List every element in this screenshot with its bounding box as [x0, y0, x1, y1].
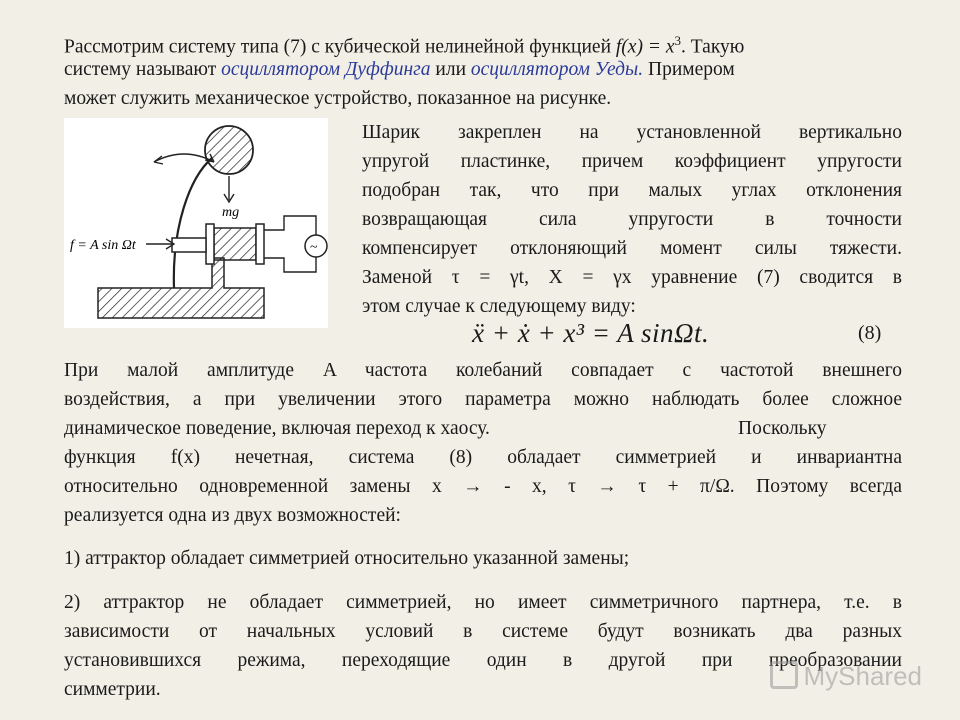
function-expr: f(x) = x [615, 36, 675, 58]
logo-icon [770, 661, 798, 689]
elastic-plate [174, 158, 212, 288]
mg-label: mg [222, 205, 240, 220]
intro-text-end: . Такую [681, 36, 745, 58]
para2-line-1: При малой амплитуде A частота колебаний совпадает с частотой внешнего [64, 360, 902, 381]
intro-line-3: может служить механическое устройство, показанное на рисунке. [64, 88, 612, 109]
intro-text: Рассмотрим систему типа (7) с кубической нелинейной функцией [64, 36, 616, 58]
item2-line-2: зависимости от начальных условий в системе будут возникать два разных [64, 621, 902, 642]
para2-line-3 [64, 414, 902, 443]
intro-line-2 [64, 55, 904, 84]
intro-text: Примером [643, 59, 735, 80]
item2-line-3: установившихся режима, переходящие один в другой при преобразовании [64, 650, 902, 671]
item-1: 1) аттрактор обладает симметрией относительно указанной замены; [64, 548, 630, 569]
side-line-6: Заменой τ = γt, X = γx уравнение (7) сводится в [362, 267, 902, 288]
para2-line-2: воздействия, а при увеличении этого параметра можно наблюдать более сложное [64, 389, 902, 410]
side-line-7: этом случае к следующему виду: [362, 296, 636, 317]
side-line-3: подобран так, что при малых углах отклонения [362, 180, 902, 201]
item2-line-1: 2) аттрактор не обладает симметрией, но имеет симметричного партнера, т.е. в [64, 592, 902, 613]
base-block [98, 258, 264, 318]
side-line-1: Шарик закреплен на установленной вертикально [362, 122, 902, 143]
coil [214, 228, 256, 260]
para2-line-6: реализуется одна из двух возможностей: [64, 505, 401, 526]
watermark-logo [770, 661, 923, 692]
ueda-link: осциллятором Уеды. [470, 59, 644, 80]
para2-line-4: функция f(x) нечетная, система (8) обладает симметрией и инвариантна [64, 447, 902, 468]
para2-line-5: относительно одновременной замены x → - x, τ → τ + π/Ω. Поэтому всегда [64, 476, 902, 497]
para2-text: динамическое поведение, включая переход к хаосу. [64, 418, 490, 439]
item2-line-4: симметрии. [64, 679, 161, 700]
duffing-link: осциллятором Дуффинга [221, 59, 431, 80]
side-line-2: упругой пластинке, причем коэффициент упругости [362, 151, 902, 172]
watermark-text: MyShared [803, 661, 922, 691]
oscillator-drawing [64, 118, 328, 328]
intro-text: систему называют [64, 59, 222, 80]
side-line-5: компенсирует отклоняющий момент силы тяжести. [362, 238, 902, 259]
para2-text: Поскольку [738, 418, 827, 439]
oscillator-figure [64, 118, 328, 328]
force-label: f = A sin Ωt [70, 238, 136, 253]
intro-text: или [430, 59, 471, 80]
exponent: 3 [674, 33, 681, 48]
equation-8: ẍ + ẋ + x³ = A sinΩt. [472, 318, 710, 348]
equation-number: (8) [858, 322, 882, 344]
ball [205, 126, 253, 174]
side-line-4: возвращающая сила упругости в точности [362, 209, 902, 230]
ac-label: ~ [310, 240, 318, 255]
